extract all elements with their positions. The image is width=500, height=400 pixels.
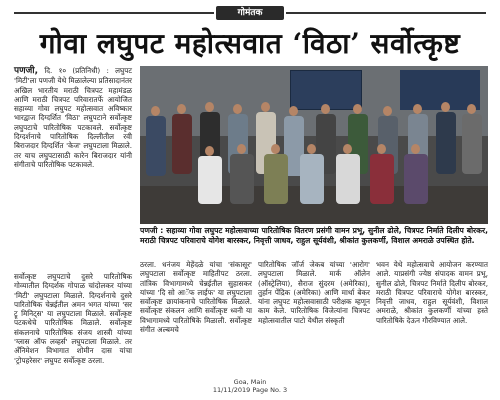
date-page-label: 11/11/2019 Page No. 3 — [212, 386, 288, 394]
masthead-rule-left — [14, 12, 214, 14]
person-figure — [336, 154, 360, 204]
person-figure — [404, 154, 428, 204]
person-figure — [230, 154, 254, 204]
person-head — [307, 144, 316, 154]
article-column-1b — [14, 272, 132, 365]
article-column-2 — [140, 260, 252, 348]
person-head — [151, 106, 160, 116]
person-head — [237, 144, 246, 154]
person-head — [413, 104, 422, 114]
article-text-1: दि. १० (प्रतिनिधी) : लघुपट 'मिटी'ला पणजी येथे मिळालेल्या प्रतिसादानंतर अखिल भारतीय मराठी चित्रपट महामंडळ आणि मराठी चित्रपट परिवारातर्फे आयोजित सहाव्या गोवा लघुपट महोत्सवात अविष्कार भारद्वाज दिग्दर्शित 'विठा' लघुपटाने सर्वोत्कृष्ट लघुपटाचे पारितोषिक पटकावले. सर्वोत्कृष्ट दिग्दर्शनाचे पारितोषिक दिल्लीतील रवी बिराजदार दिग्दर्शित 'केज' लघुपटाला मिळाले. तर याच लघुपटासाठी कारेन बिराजदार यांनी संगीताचे पारितोषिक पटकावले. — [14, 66, 132, 169]
person-figure — [146, 116, 166, 176]
person-figure — [370, 154, 394, 204]
person-head — [177, 104, 186, 114]
person-head — [343, 144, 352, 154]
group-photo — [140, 66, 488, 224]
photo-caption: पणजी : सहाव्या गोवा लघुपट महोत्सवाच्या पारितोषिक वितरण प्रसंगी वामन प्रभू, सुनील ढोले, चित्रपट निर्माते दिलीप बोरकर, मराठी चित्रपट परिवाराचे योगेश बारस्कर, निवृत्ती जाधव, राहुल सूर्यवंशी, श्रीकांत कुलकर्णी, विशाल अमराळे उपस्थित होते. — [140, 226, 488, 245]
article-column-4 — [376, 260, 488, 348]
person-head — [411, 144, 420, 154]
headline: गोवा लघुपट महोत्सवात ‘विठा’ सर्वोत्कृष्ट — [39, 27, 461, 60]
page-footer — [0, 378, 500, 394]
article-column-3 — [258, 260, 370, 348]
person-head — [377, 144, 386, 154]
article-column-1 — [14, 66, 132, 270]
article-text-3: पारितोषिक जॉर्ज जेकब यांच्या 'आरोग' लघुपटाला मिळाले. मार्क ऑलेन (ऑस्ट्रेलिया), सैराज सुंदरम (अमेरिका), तुर्हान पेंद्रिक (अमेरिका) आणि मार्था बेकर यांना लघुपट महोत्सवासाठी परीक्षक म्हणून काम केले. पारितोषिक विजेत्यांना चित्रपट महोत्सवातील पाटो येथील संस्कृती — [258, 260, 370, 325]
person-head — [233, 104, 242, 114]
person-head — [205, 146, 214, 156]
person-figure — [462, 114, 482, 174]
person-figure — [198, 156, 222, 204]
person-head — [467, 104, 476, 114]
masthead-rule-right — [286, 12, 486, 14]
article-text-2: ठरला. धनंजय मेहेंदळे यांचा 'संकासूर' लघुपटाला सर्वोत्कृष्ट माहितीपट ठरला. तांत्रिक विभागामध्ये चेन्नईतील सुहासकर यांच्या 'दि सो आॅफ लाईफ' या लघुपटाला सर्वोत्कृष्ट छायांकनाचे पारितोषिक मिळाले. सर्वोत्कृष्ट संकलन आणि सर्वोत्कृष्ट ध्वनी या विभागामध्ये पारितोषिके मिळाली. सर्वोत्कृष्ट संगीत अल्बमचे — [140, 260, 252, 335]
person-head — [353, 104, 362, 114]
person-figure — [300, 154, 324, 204]
person-figure — [172, 114, 192, 174]
person-head — [205, 102, 214, 112]
masthead — [0, 6, 500, 20]
edition-label: Goa, Main — [233, 378, 267, 386]
article-text-4: भवन येथे महोत्सवाचे आयोजन करण्यात आले. याप्रसंगी ज्येष्ठ संपादक वामन प्रभू, सुनील ढोले, चित्रपट निर्माते दिलीप बोरकर, मराठी चित्रपट परिवाराचे योगेश बारस्कर, निवृत्ती जाधव, राहुल सूर्यवंशी, विशाल अमराळे, श्रीकांत कुलकर्णी यांच्या हस्ते पारितोषिके देऊन गौरविण्यात आले. — [376, 260, 488, 325]
person-head — [441, 102, 450, 112]
person-head — [289, 106, 298, 116]
article-text-1b: सर्वोत्कृष्ट लघुपटाचे दुसरे पारितोषिक गोव्यातील दिग्दर्शक गोपाळ चांदोलकर यांच्या 'मिटी' लघुपटाला मिळाले. दिग्दर्शनाचे दुसरे पारितोषिक चेन्नईतील अमन भगत यांच्या 'सर ट्रू मिनिट्स' या लघुपटाला मिळाले. सर्वोत्कृष्ट पटकथेचे पारितोषिक मिळाले. सर्वोत्कृष्ट संकलनाचे पारितोषिक संजय शास्त्री यांच्या 'ग्लास ऑफ लव्हर्स' लघुपटाला मिळाले. तर अँनिमेशन विभागात शोमीन दास यांचा 'ट्रोपहरेसर' लघुपट सर्वोत्कृष्ट ठरला. — [14, 272, 132, 365]
person-figure — [264, 154, 288, 204]
person-figure — [436, 112, 456, 174]
person-head — [261, 102, 270, 112]
person-head — [321, 104, 330, 114]
person-head — [383, 106, 392, 116]
dateline: पणजी, — [14, 66, 39, 76]
person-head — [271, 144, 280, 154]
newspaper-logo: गोमंतक — [216, 6, 284, 20]
